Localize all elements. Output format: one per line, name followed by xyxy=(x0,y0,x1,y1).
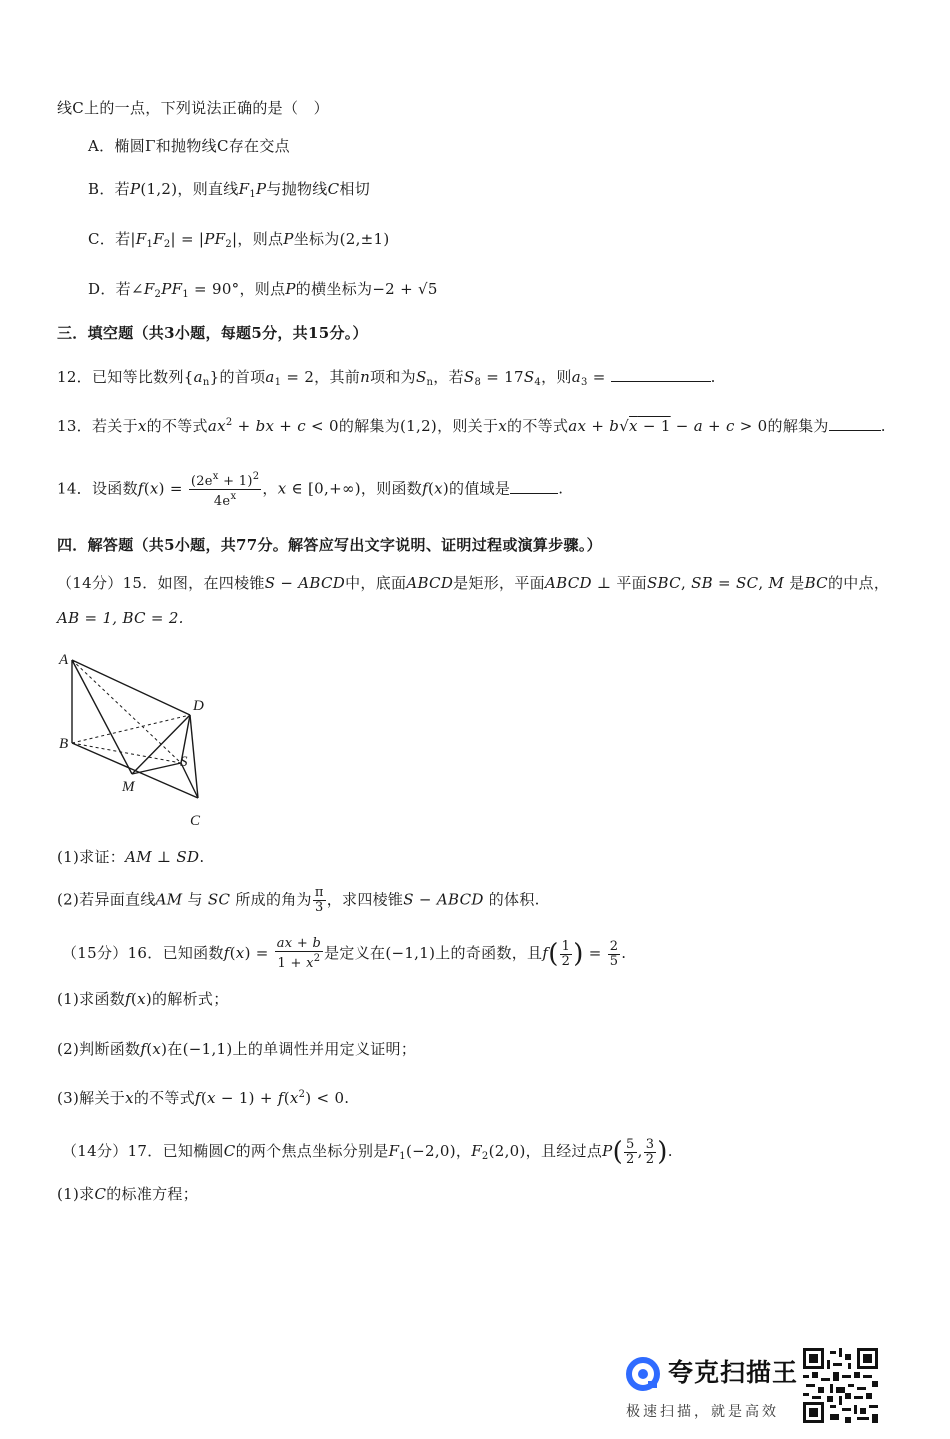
section-fill-in-heading: 三．填空题（共3小题，每题5分，共15分。） xyxy=(57,324,368,342)
qr-code-icon xyxy=(803,1348,878,1423)
q12: 12．已知等比数列$\{a_n\}$的首项$a_1 = 2$，其前n项和为$S_n$，若$S_8 = 17S_4$，则$a_3$ = . xyxy=(57,368,716,388)
quark-logo-icon xyxy=(626,1357,660,1391)
edge-AM xyxy=(72,660,132,774)
section-solution-heading: 四．解答题（共5小题，共77分。解答应写出文字说明、证明过程或演算步骤。） xyxy=(57,536,602,554)
q11-option-a: A．椭圆Γ和抛物线C存在交点 xyxy=(88,137,290,155)
edge-BD-hidden xyxy=(72,715,190,743)
q13-answer-blank[interactable] xyxy=(829,428,881,431)
q16-part3: (3)解关于x的不等式$f(x - 1) + f(x^2) < 0$. xyxy=(57,1089,350,1107)
q14: 14．设函数f(x) = $\frac{(2e^x + 1)^2}{4e^x}$ ，x ∈ [0,+∞)，则函数f(x)的值域是 . xyxy=(57,471,564,509)
edge-MS xyxy=(132,763,181,774)
q11-stem-tail: 线C上的一点，下列说法正确的是（ ） xyxy=(57,99,329,117)
q15-part2: (2)若异面直线AM 与 SC 所成的角为 $\frac{\pi}{3}$ ，求四棱锥S − ABCD 的体积. xyxy=(57,885,540,915)
label-A: A xyxy=(59,652,69,668)
label-M: M xyxy=(122,779,135,795)
label-D: D xyxy=(193,698,204,714)
edge-BS-hidden xyxy=(72,743,181,763)
edge-AD xyxy=(72,660,190,715)
q13: 13．若关于x的不等式$ax^2$ + bx + c < 0的解集为(1,2)，则关于x的不等式ax + b√x − 1 − a + c > 0的解集为 . xyxy=(57,417,886,435)
brand-name: 夸克扫描王 xyxy=(668,1358,799,1387)
q11-option-c: C．若$|F_1F_2| = |PF_2|$，则点P坐标为(2,±1) xyxy=(88,230,390,250)
label-C: C xyxy=(190,813,201,828)
pyramid-figure xyxy=(55,648,225,828)
edge-AS-hidden xyxy=(72,660,181,763)
q16-part1: (1)求函数f(x)的解析式； xyxy=(57,990,229,1008)
q11-option-b: B．若P(1,2)，则直线$F_1P$与抛物线C相切 xyxy=(88,180,370,200)
q11-option-d: D．若$\angle F_2PF_1 = 90^\circ$，则点P的横坐标为−2 + √5 xyxy=(88,280,438,300)
q15-stem: （14分）15．如图，在四棱锥S − ABCD中，底面ABCD是矩形，平面ABCD ⊥ 平面SBC, SB = SC, M 是BC的中点， xyxy=(57,574,890,592)
brand-slogan: 极速扫描，就是高效 xyxy=(626,1404,779,1420)
q12-answer-blank[interactable] xyxy=(611,379,711,382)
q16-stem: （15分）16．已知函数f(x) = $\frac{ax + b}{1 + x^2}$ 是定义在(−1,1)上的奇函数，且f( $\frac{1}{2}$ ) = $\frac{2}{5}$ . xyxy=(62,936,627,971)
q15-part1: (1)求证：AM ⊥ SD. xyxy=(57,848,205,866)
q17-stem: （14分）17．已知椭圆C的两个焦点坐标分别是$F_1(-2,0)$，$F_2(2,0)$，且经过点P( $\frac{5}{2}$ , $\frac{3}{2}$ ). xyxy=(62,1136,673,1167)
scanner-watermark xyxy=(620,1345,882,1425)
q17-part1: (1)求C的标准方程； xyxy=(57,1185,199,1203)
label-S: S xyxy=(180,754,188,770)
q14-answer-blank[interactable] xyxy=(510,491,558,494)
q16-part2: (2)判断函数f(x)在(−1,1)上的单调性并用定义证明； xyxy=(57,1040,417,1058)
label-B: B xyxy=(59,736,69,752)
q15-given: AB = 1, BC = 2. xyxy=(57,609,184,627)
